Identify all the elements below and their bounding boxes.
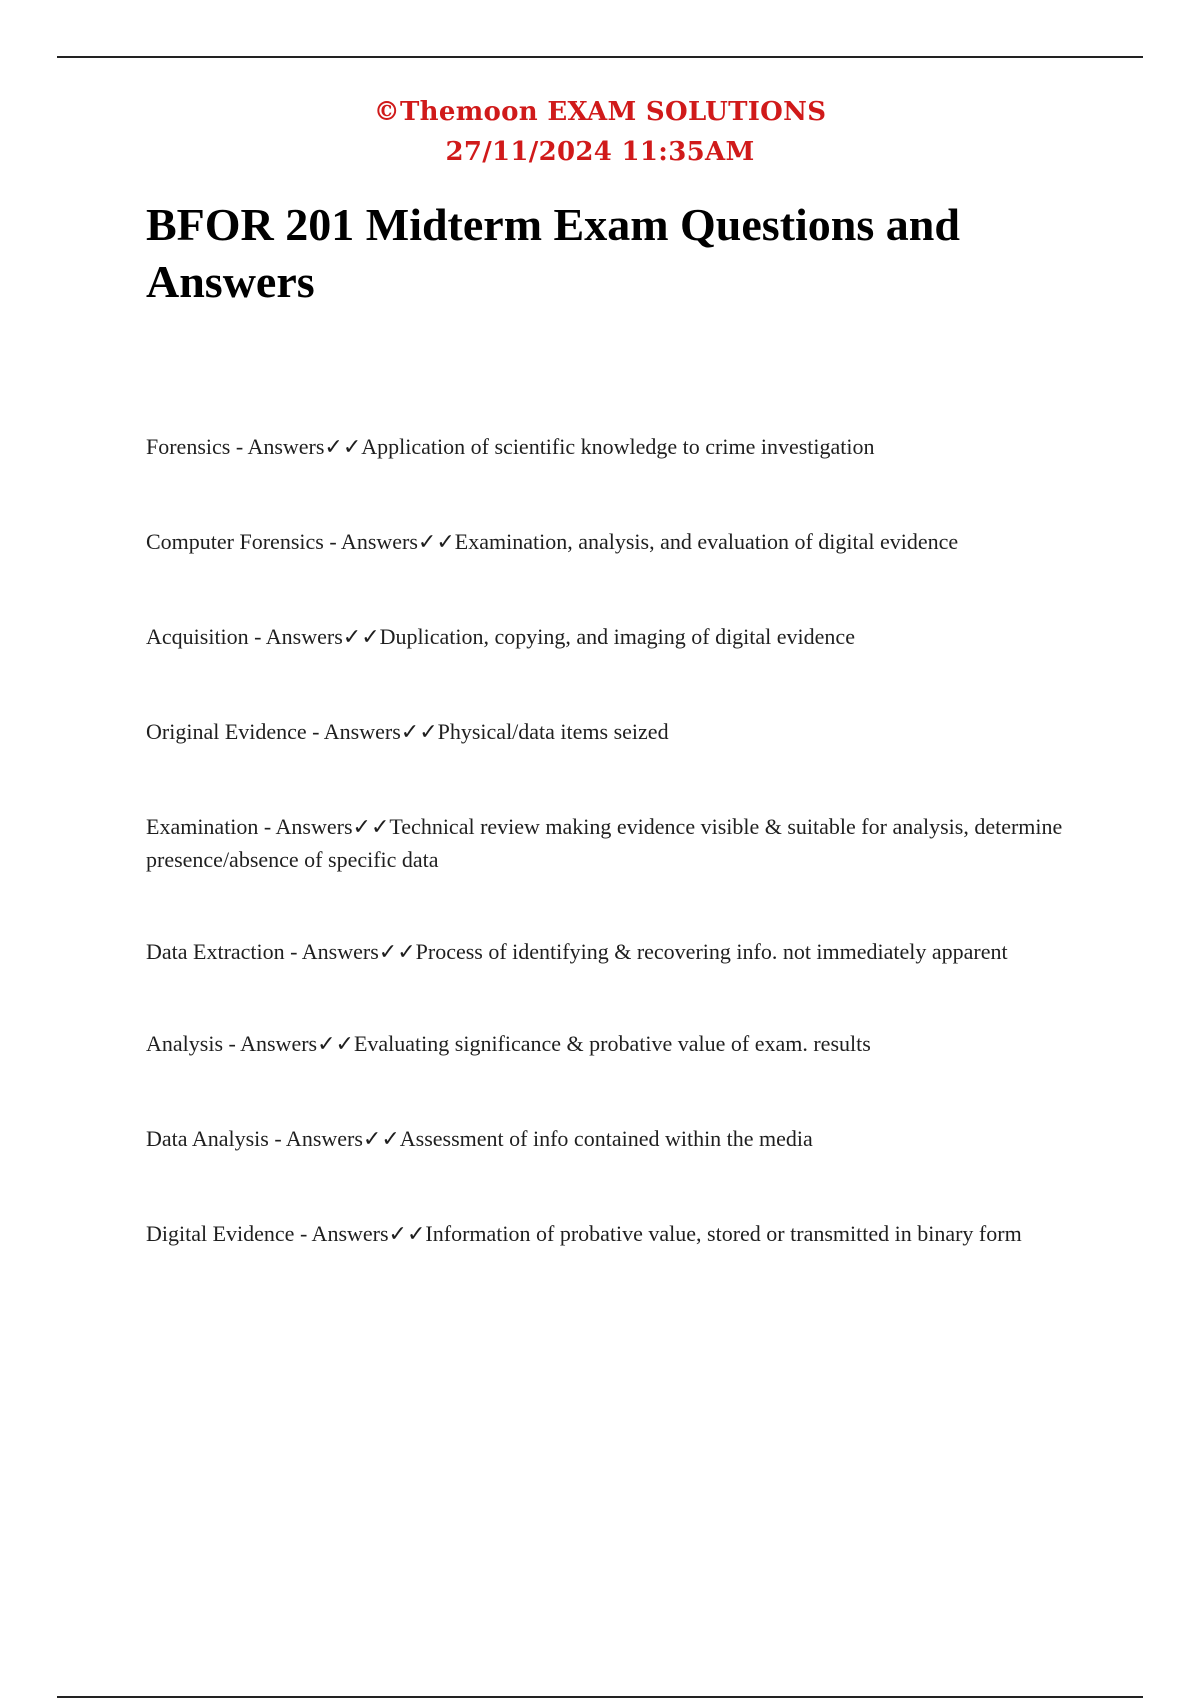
qa-item-examination: Examination - Answers✓✓Technical review making evidence visible & suitable for analysis, determine presence/absence of specific data: [146, 814, 1063, 872]
qa-item-acquisition: Acquisition - Answers✓✓Duplication, copying, and imaging of digital evidence: [146, 624, 855, 649]
document-title: BFOR 201 Midterm Exam Questions and Answers: [146, 199, 960, 307]
qa-item-analysis: Analysis - Answers✓✓Evaluating significance & probative value of exam. results: [146, 1031, 871, 1056]
watermark-line-2: 27/11/2024 11:35AM: [445, 137, 755, 167]
qa-item-digital-evidence: Digital Evidence - Answers✓✓Information of probative value, stored or transmitted in binary form: [146, 1221, 1022, 1246]
qa-item-forensics: Forensics - Answers✓✓Application of scientific knowledge to crime investigation: [146, 434, 875, 459]
qa-item-computer-forensics: Computer Forensics - Answers✓✓Examination, analysis, and evaluation of digital evidence: [146, 529, 959, 554]
bottom-divider: [57, 1696, 1143, 1698]
watermark-line-1: ©Themoon EXAM SOLUTIONS: [373, 97, 827, 127]
qa-item-data-analysis: Data Analysis - Answers✓✓Assessment of info contained within the media: [146, 1126, 813, 1151]
qa-item-data-extraction: Data Extraction - Answers✓✓Process of identifying & recovering info. not immediately apparent: [146, 939, 1008, 964]
qa-list: [146, 430, 1066, 1309]
watermark: [0, 92, 1200, 172]
qa-item-original-evidence: Original Evidence - Answers✓✓Physical/data items seized: [146, 719, 669, 744]
top-divider: [57, 56, 1143, 58]
